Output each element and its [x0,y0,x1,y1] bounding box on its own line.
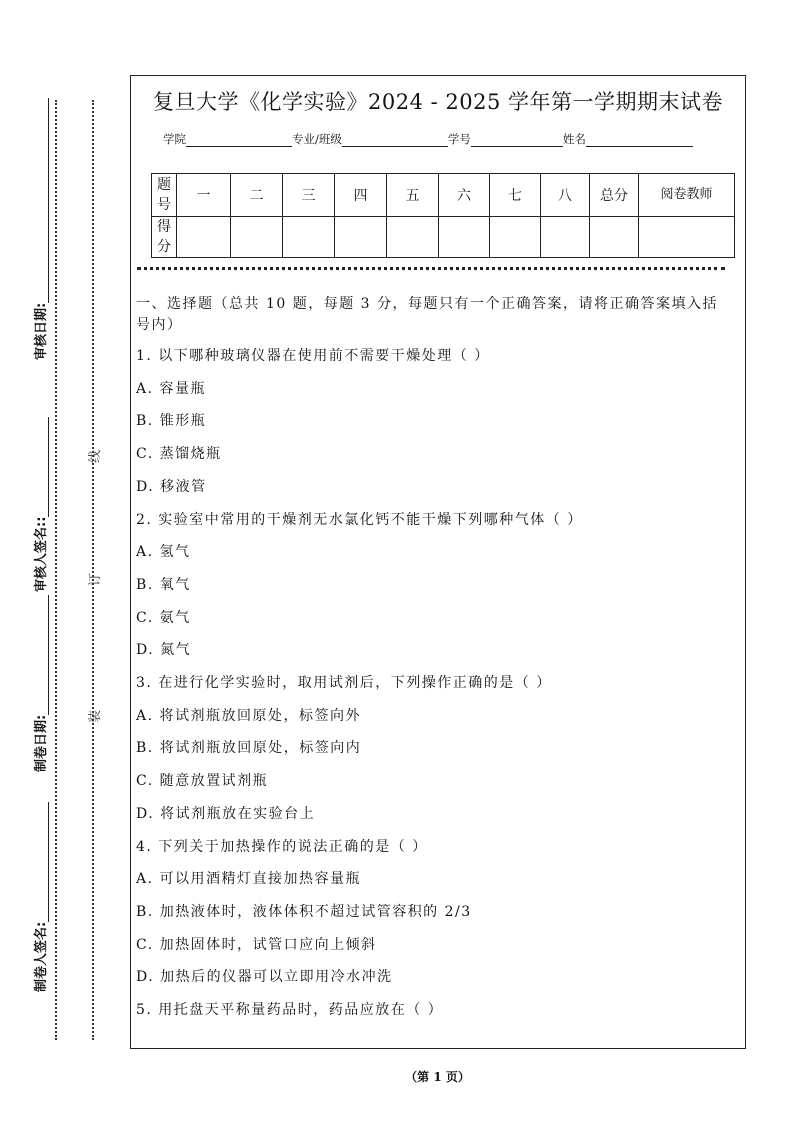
column-header: 一 [177,174,231,217]
make-date-line[interactable] [47,595,49,715]
score-cell[interactable] [439,217,490,258]
name-input[interactable] [586,132,693,147]
answer-option: B. 氧气 [136,576,191,593]
review-date-field [30,98,49,360]
answer-option: D. 将试剂瓶放在实验台上 [136,805,316,822]
binding-mark-order: 订 [88,572,104,587]
score-cell[interactable] [541,217,590,258]
review-date-label: 审核日期: [34,302,49,360]
column-header: 阅卷教师 [639,174,735,217]
make-date-field [30,595,49,772]
make-date-label: 制卷日期: [34,714,49,772]
answer-option: A. 容量瓶 [136,380,207,397]
binding-mark-bind: 装 [88,709,104,724]
major-label: 专业/班级 [292,132,342,146]
answer-option: D. 氮气 [136,642,192,659]
score-cell[interactable] [177,217,231,258]
binding-mark-line: 线 [88,449,104,464]
student-id-label: 学号 [447,132,471,146]
name-label: 姓名 [562,132,586,146]
score-cell[interactable] [490,217,541,258]
review-date-line[interactable] [47,98,49,303]
column-header: 八 [541,174,590,217]
score-cell[interactable] [387,217,439,258]
maker-sign-label: 制卷人签名: [34,921,49,992]
answer-option: C. 蒸馏烧瓶 [136,446,222,463]
score-table [151,173,735,258]
section-heading: 一、选择题（总共 10 题，每题 3 分，每题只有一个正确答案，请将正确答案填入括 [136,296,719,312]
answer-option: A. 可以用酒精灯直接加热容量瓶 [136,871,362,888]
score-cell[interactable] [335,217,387,258]
college-input[interactable] [186,132,292,147]
answer-option: A. 氢气 [136,544,191,561]
major-input[interactable] [342,132,448,147]
answer-option: B. 锥形瓶 [136,413,207,430]
college-label: 学院 [163,132,186,146]
row-label-score: 得分 [152,217,177,258]
answer-option: C. 随意放置试剂瓶 [136,773,269,790]
column-header: 六 [439,174,490,217]
maker-sign-line[interactable] [47,802,49,922]
answer-option: B. 将试剂瓶放回原处，标签向内 [136,740,362,757]
binding-dotted-line-outer [55,100,57,1040]
answer-option: D. 加热后的仪器可以立即用冷水冲洗 [136,969,393,986]
score-cell[interactable] [283,217,335,258]
section-heading-cont: 号内） [136,317,183,333]
column-header: 七 [490,174,541,217]
question-stem: 3. 在进行化学实验时，取用试剂后，下列操作正确的是（ ） [136,675,552,691]
maker-sign-field [30,802,49,992]
column-header: 五 [387,174,439,217]
answer-option: B. 加热液体时，液体体积不超过试管容积的 2/3 [136,903,472,920]
page-number: （第 1 页） [405,1070,470,1084]
column-header: 四 [335,174,387,217]
question-stem: 5. 用托盘天平称量药品时，药品应放在（ ） [136,1002,444,1018]
score-cell[interactable] [590,217,639,258]
column-header: 二 [231,174,283,217]
binding-dotted-line-inner [92,100,94,1040]
score-cell[interactable] [231,217,283,258]
column-header: 总分 [590,174,639,217]
score-cell[interactable] [639,217,735,258]
reviewer-sign-label: 审核人签名:: [34,516,49,592]
question-stem: 1. 以下哪种玻璃仪器在使用前不需要干燥处理（ ） [136,348,490,364]
student-id-input[interactable] [471,132,563,147]
answer-option: A. 将试剂瓶放回原处，标签向外 [136,707,362,724]
answer-option: C. 加热固体时，试管口应向上倾斜 [136,936,377,953]
answer-option: C. 氨气 [136,609,191,626]
column-header: 三 [283,174,335,217]
row-label-question-no: 题号 [152,174,177,217]
answer-option: D. 移液管 [136,478,207,495]
separator-dotted-line [137,267,725,270]
student-info [163,131,693,147]
question-stem: 2. 实验室中常用的干燥剂无水氯化钙不能干燥下列哪种气体（ ） [136,511,583,528]
question-stem: 4. 下列关于加热操作的说法正确的是（ ） [136,838,428,855]
exam-title: 复旦大学《化学实验》2024 - 2025 学年第一学期期末试卷 [152,90,723,114]
reviewer-sign-line[interactable] [47,417,49,517]
reviewer-sign-field [30,417,49,592]
